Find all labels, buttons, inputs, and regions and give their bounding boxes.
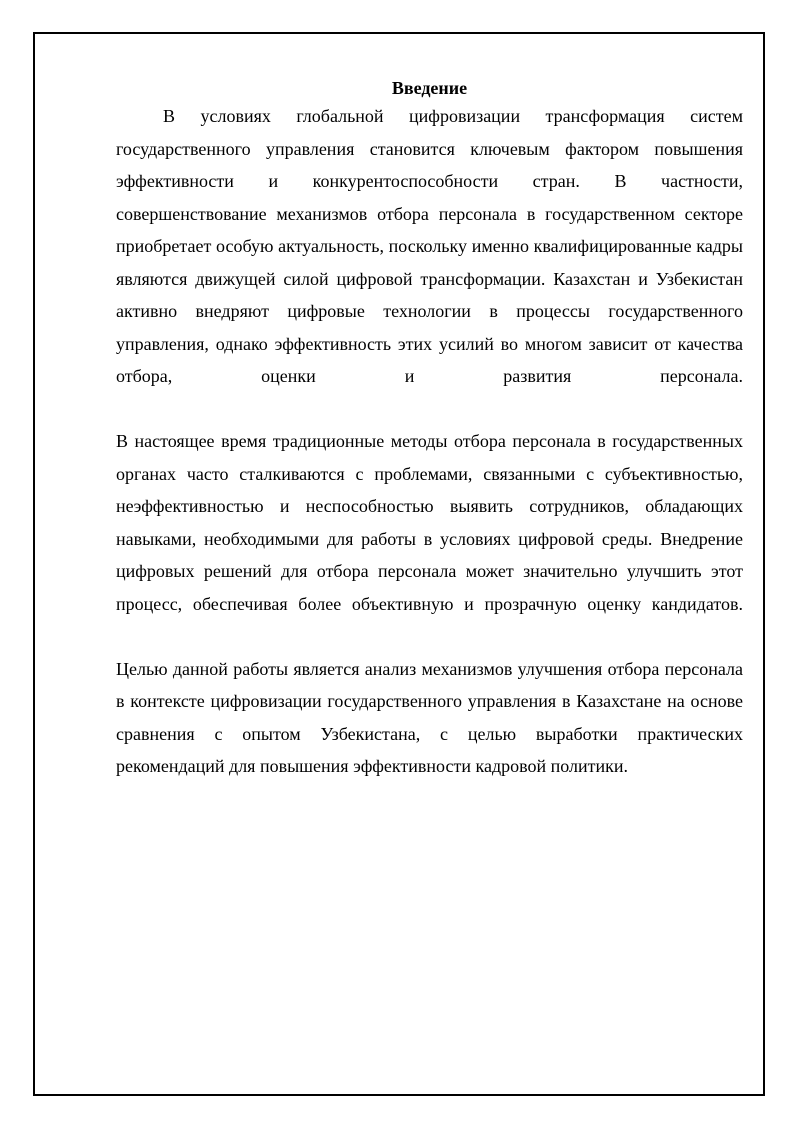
document-title: Введение bbox=[391, 78, 468, 98]
paragraph-3: Целью данной работы является анализ механизмов улучшения отбора персонала в контексте цифровизации государственного управления в Казахстане на основе сравнения с опытом Узбекистана, с целью выработки практических рекомендаций для повышения эффективности кадровой политики. bbox=[116, 658, 743, 776]
paragraph-2: В настоящее время традиционные методы отбора персонала в государственных органах часто сталкиваются с проблемами, связанными с субъективностью, неэффективностью и неспособностью выявить сотрудников, обладающих навыками, необходимыми для работы в условиях цифровой среды. Внедрение цифровых решений для отбора персонала может значительно улучшить этот процесс, обеспечивая более объективную и прозрачную оценку кандидатов. bbox=[116, 431, 743, 614]
document-body bbox=[116, 76, 743, 783]
paragraph-1: В условиях глобальной цифровизации трансформация систем государственного управления становится ключевым фактором повышения эффективности и конкурентоспособности стран. В частности, совершенствование механизмов отбора персонала в государственном секторе приобретает особую актуальность, поскольку именно квалифицированные кадры являются движущей силой цифровой трансформации. Казахстан и Узбекистан активно внедряют цифровые технологии в процессы государственного управления, однако эффективность этих усилий во многом зависит от качества отбора, оценки и развития персонала. bbox=[116, 106, 743, 386]
